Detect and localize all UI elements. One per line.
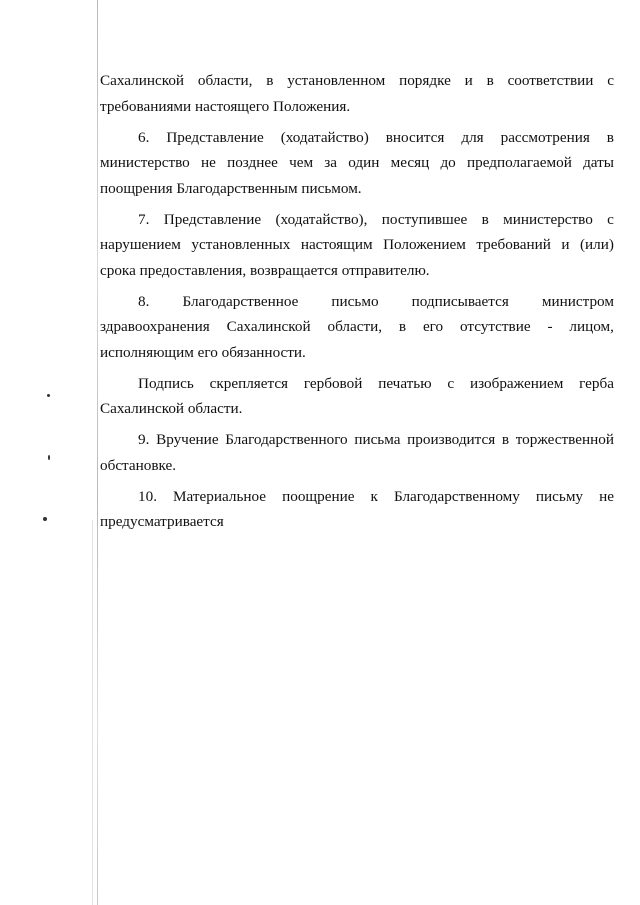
word: печатью <box>378 374 432 392</box>
word: предполагаемой <box>466 154 572 171</box>
word: Благодарственного <box>225 431 348 448</box>
word: 7. <box>138 210 150 228</box>
document-body <box>100 68 614 540</box>
word: 10. <box>138 487 157 505</box>
word: один <box>348 154 380 171</box>
word: даты <box>583 154 614 171</box>
word: для <box>461 128 484 146</box>
word: 6. <box>138 128 150 146</box>
word: в <box>481 210 489 228</box>
word: Материальное <box>173 487 267 505</box>
word: производится <box>407 431 496 448</box>
word: министерство <box>503 210 593 228</box>
word: изображением <box>469 374 564 392</box>
word: области, <box>327 318 383 335</box>
text-line: исполняющим его обязанности. <box>100 343 306 361</box>
text-line <box>100 371 614 397</box>
word: не <box>599 487 614 505</box>
text-line <box>100 125 614 151</box>
word: скрепляется <box>209 374 289 392</box>
paragraph-item-6 <box>100 125 614 202</box>
word: письма <box>354 431 401 448</box>
word: не <box>200 154 216 171</box>
word: в <box>266 72 274 89</box>
scan-speck <box>43 517 47 521</box>
word: письмо <box>331 292 379 310</box>
text-line <box>100 150 614 176</box>
word: гербовой <box>303 374 363 392</box>
word: с <box>607 210 614 228</box>
paragraph-signature-seal <box>100 371 614 422</box>
word: до <box>440 154 456 171</box>
word: (ходатайство), <box>275 210 368 228</box>
word: министром <box>541 292 614 310</box>
word: в <box>398 318 407 335</box>
paragraph-intro <box>100 68 614 119</box>
scan-speck <box>48 455 50 460</box>
text-line: требованиями настоящего Положения. <box>100 97 351 115</box>
word: и <box>464 72 473 89</box>
word: Сахалинской <box>100 72 185 89</box>
word: позднее <box>227 154 278 171</box>
text-line <box>100 68 614 94</box>
word: в <box>486 72 494 89</box>
paragraph-item-7 <box>100 207 614 284</box>
word: Положением <box>383 236 466 253</box>
paragraph-item-8 <box>100 289 614 366</box>
paragraph-item-10 <box>100 484 614 535</box>
word: в <box>501 431 510 448</box>
word: Представление <box>166 128 264 146</box>
word: - <box>547 318 553 335</box>
word: 8. <box>138 292 150 310</box>
text-line: предусматривается <box>100 513 224 530</box>
word: порядке <box>399 72 451 89</box>
word: к <box>370 487 378 505</box>
word: Благодарственному <box>393 487 520 505</box>
scan-binding-line-secondary <box>92 520 93 905</box>
word: с <box>447 374 455 392</box>
scan-speck <box>47 394 50 397</box>
text-line <box>100 232 614 258</box>
word: Благодарственное <box>182 292 299 310</box>
text-line <box>100 289 614 315</box>
word: поощрение <box>282 487 355 505</box>
text-line <box>100 207 614 233</box>
text-line: срока предоставления, возвращается отправителю. <box>100 261 430 279</box>
word: (или) <box>579 236 614 253</box>
word: письму <box>535 487 584 505</box>
word: месяц <box>390 154 430 171</box>
word: поступившее <box>381 210 468 228</box>
word: установленном <box>287 72 386 89</box>
text-line <box>100 427 614 453</box>
scan-binding-line <box>97 0 98 905</box>
word: рассмотрения <box>500 128 590 146</box>
word: министерство <box>100 154 190 171</box>
word: отсутствие <box>459 318 531 335</box>
word: подписывается <box>411 292 509 310</box>
text-line: обстановке. <box>100 456 177 474</box>
word: в <box>606 128 614 146</box>
word: Представление <box>163 210 262 228</box>
word: лицом, <box>569 318 614 335</box>
text-line: Сахалинской области. <box>100 400 243 417</box>
word: торжественной <box>515 431 614 448</box>
word: здравоохранения <box>100 318 210 335</box>
word: с <box>607 72 614 89</box>
word: Сахалинской <box>226 318 311 335</box>
text-line <box>100 484 614 510</box>
word: и <box>561 236 570 253</box>
word: чем <box>289 154 314 171</box>
word: вносится <box>385 128 445 146</box>
word: 9. <box>138 431 150 448</box>
word: установленных <box>191 236 291 253</box>
text-line <box>100 314 614 340</box>
word: Подпись <box>138 374 194 392</box>
word: за <box>324 154 338 171</box>
word: Вручение <box>156 431 219 448</box>
word: настоящим <box>300 236 373 253</box>
word: его <box>422 318 444 335</box>
word: нарушением <box>100 236 181 253</box>
word: области, <box>197 72 253 89</box>
word: требований <box>476 236 551 253</box>
paragraph-item-9 <box>100 427 614 478</box>
word: соответствии <box>507 72 594 89</box>
word: герба <box>579 374 614 392</box>
text-line: поощрения Благодарственным письмом. <box>100 179 362 197</box>
word: (ходатайство) <box>280 128 369 146</box>
